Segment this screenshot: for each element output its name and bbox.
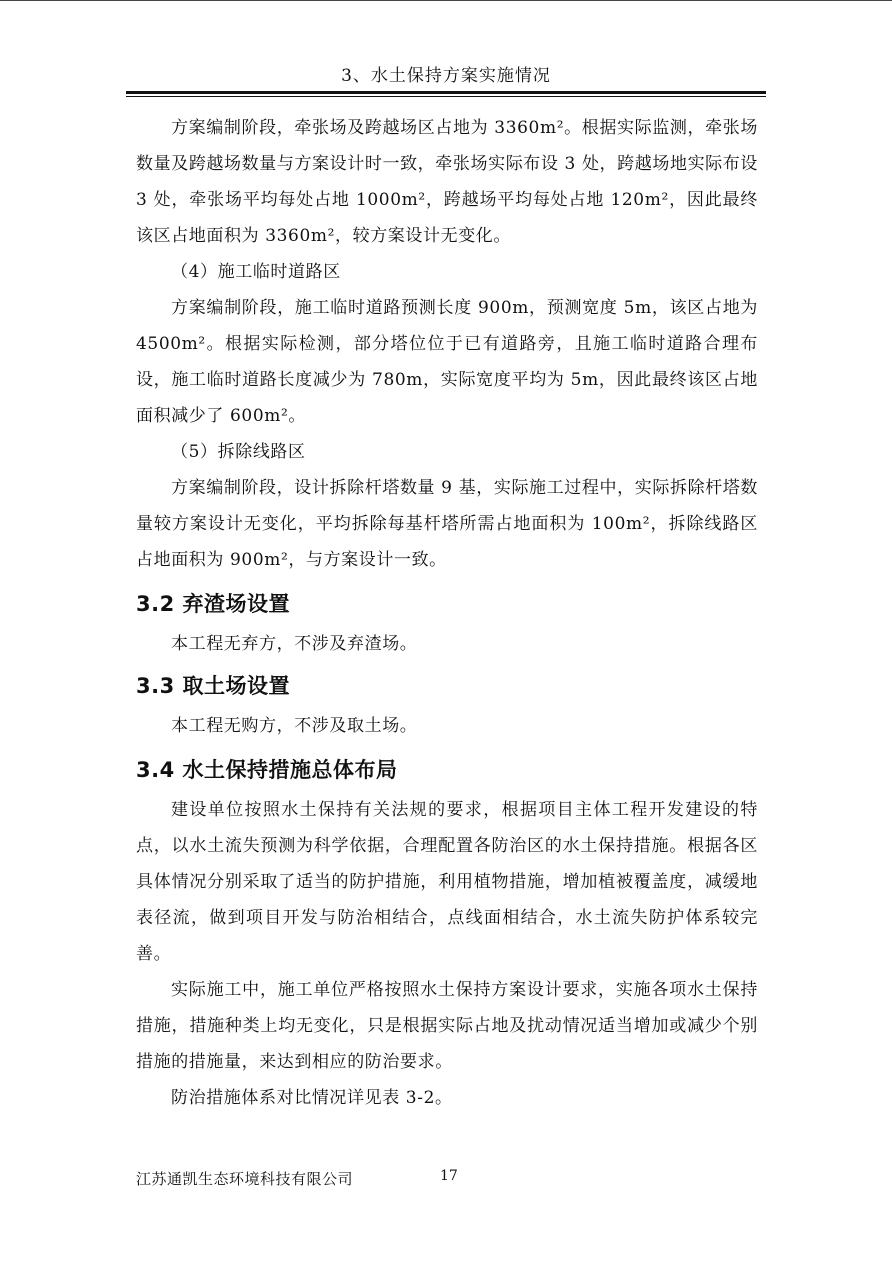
subheading-demolition-line: （5）拆除线路区 (171, 442, 306, 462)
subheading-temp-road: （4）施工临时道路区 (171, 262, 341, 282)
paragraph-temp-road: 方案编制阶段，施工临时道路预测长度 900m，预测宽度 5m，该区占地为 4500m²。根据实际检测，部分塔位位于已有道路旁，且施工临时道路合理布设，施工临时道路长度减少为 780m，实际宽度平均为 5m，因此最终该区占地面积减少了 600m²。 (136, 298, 758, 426)
paragraph-borrow-site: 本工程无购方，不涉及取土场。 (171, 716, 418, 736)
paragraph-spoil-site: 本工程无弃方，不涉及弃渣场。 (171, 634, 418, 654)
footer-page-number: 17 (440, 1168, 458, 1184)
section-heading-3-2: 3.2 弃渣场设置 (136, 592, 291, 616)
paragraph-construction-practice: 实际施工中，施工单位严格按照水土保持方案设计要求，实施各项水土保持措施，措施种类上均无变化，只是根据实际占地及扰动情况适当增加或减少个别措施的措施量，来达到相应的防治要求。 (136, 980, 758, 1072)
page-body (136, 110, 758, 1116)
running-header-title: 3、水土保持方案实施情况 (341, 66, 551, 86)
paragraph-tension-site: 方案编制阶段，牵张场及跨越场区占地为 3360m²。根据实际监测，牵张场数量及跨越场数量与方案设计时一致，牵张场实际布设 3 处，跨越场地实际布设 3 处，牵张场平均每处占地 1000m²，跨越场平均每处占地 120m²，因此最终该区占地面积为 3360m²，较方案设计无变化。 (136, 118, 758, 246)
paragraph-table-reference: 防治措施体系对比情况详见表 3-2。 (171, 1088, 453, 1108)
footer-company-name: 江苏通凯生态环境科技有限公司 (136, 1170, 354, 1188)
paragraph-overall-layout: 建设单位按照水土保持有关法规的要求，根据项目主体工程开发建设的特点，以水土流失预测为科学依据，合理配置各防治区的水土保持措施。根据各区具体情况分别采取了适当的防护措施，利用植物措施，增加植被覆盖度，减缓地表径流，做到项目开发与防治相结合，点线面相结合，水土流失防护体系较完善。 (136, 800, 758, 964)
header-rule-thick (126, 91, 766, 94)
header-rule-thin (126, 96, 766, 97)
section-heading-3-4: 3.4 水土保持措施总体布局 (136, 758, 398, 782)
page-top-border (0, 0, 892, 1)
section-heading-3-3: 3.3 取土场设置 (136, 674, 291, 698)
paragraph-demolition-line: 方案编制阶段，设计拆除杆塔数量 9 基，实际施工过程中，实际拆除杆塔数量较方案设计无变化，平均拆除每基杆塔所需占地面积为 100m²，拆除线路区占地面积为 900m²，与方案设计一致。 (136, 478, 758, 570)
